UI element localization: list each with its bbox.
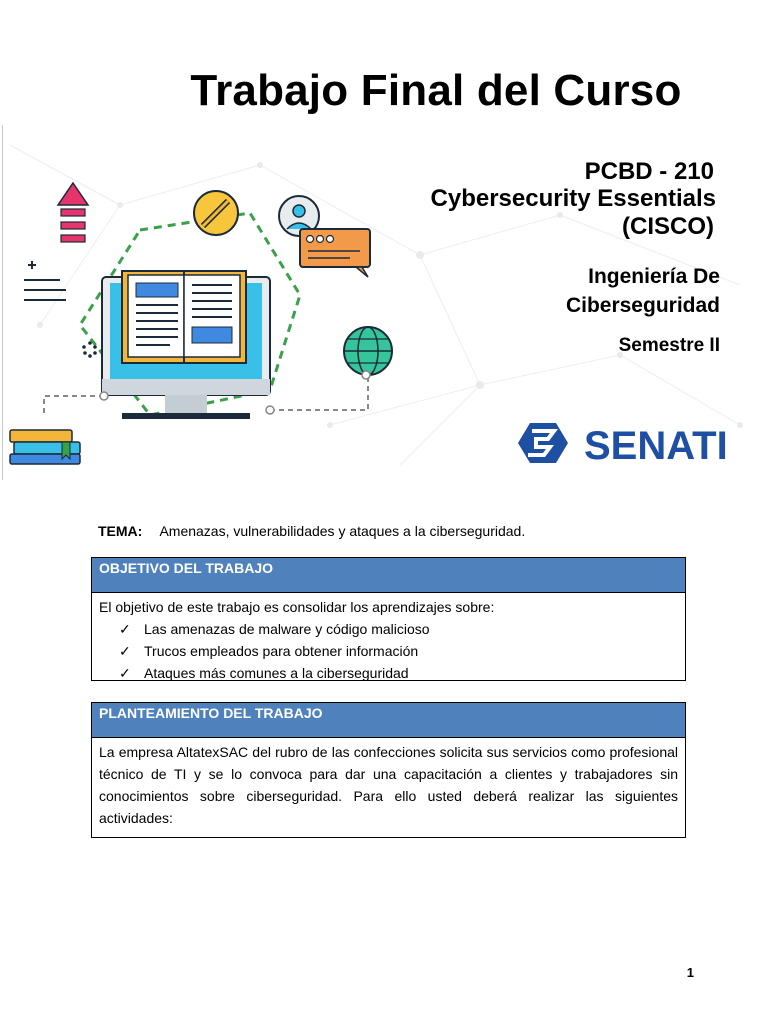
document-title: Trabajo Final del Curso [190,66,682,115]
tema-label: TEMA: [98,523,143,539]
globe-icon [344,327,392,375]
chat-bubble-icon [300,229,370,277]
course-name: Cybersecurity Essentials [430,185,716,212]
list-item-text: Trucos empleados para obtener información [144,643,419,659]
career-line-2: Ciberseguridad [565,294,720,317]
objetivo-box [91,557,686,681]
list-item-text: Las amenazas de malware y código malicioso [144,621,430,637]
list-item [119,618,678,640]
career-name [566,262,720,320]
planteamiento-heading: PLANTEAMIENTO DEL TRABAJO [92,703,685,738]
text-lines-icon [24,261,66,300]
upload-arrow-icon [58,183,88,242]
svg-text:SENATI: SENATI [584,424,728,468]
tema-value: Amenazas, vulnerabilidades y ataques a la ciberseguridad. [159,523,526,539]
list-item [119,640,678,662]
checkmark-icon: ✓ [119,643,131,659]
planteamiento-box [91,702,686,838]
books-icon [10,430,80,464]
semester-label: Semestre II [618,335,720,356]
monitor-icon [102,271,270,419]
list-item-text: Ataques más comunes a la ciberseguridad [144,665,409,681]
senati-logo [518,423,728,468]
pencil-icon [194,191,238,235]
checkmark-icon: ✓ [119,665,131,681]
planteamiento-body: La empresa AltatexSAC del rubro de las confecciones solicita sus servicios como profesional técnico de TI y se lo convoca para dar una capacitación a clientes y trabajadores sin conocimientos sobre ciberseguridad. Para ello usted deberá realizar las siguientes actividades: [99,744,678,826]
career-line-1: Ingeniería De [588,265,720,288]
page-number: 1 [686,965,694,980]
course-code: PCBD - 210 [584,158,714,185]
checkmark-icon: ✓ [119,621,131,637]
list-item [119,662,678,684]
course-provider: (CISCO) [622,213,714,240]
objetivo-list [99,618,678,684]
objetivo-body [92,593,685,687]
tema-line [98,523,525,539]
objetivo-intro: El objetivo de este trabajo es consolidar los aprendizajes sobre: [99,599,495,615]
objetivo-heading: OBJETIVO DEL TRABAJO [92,558,685,593]
